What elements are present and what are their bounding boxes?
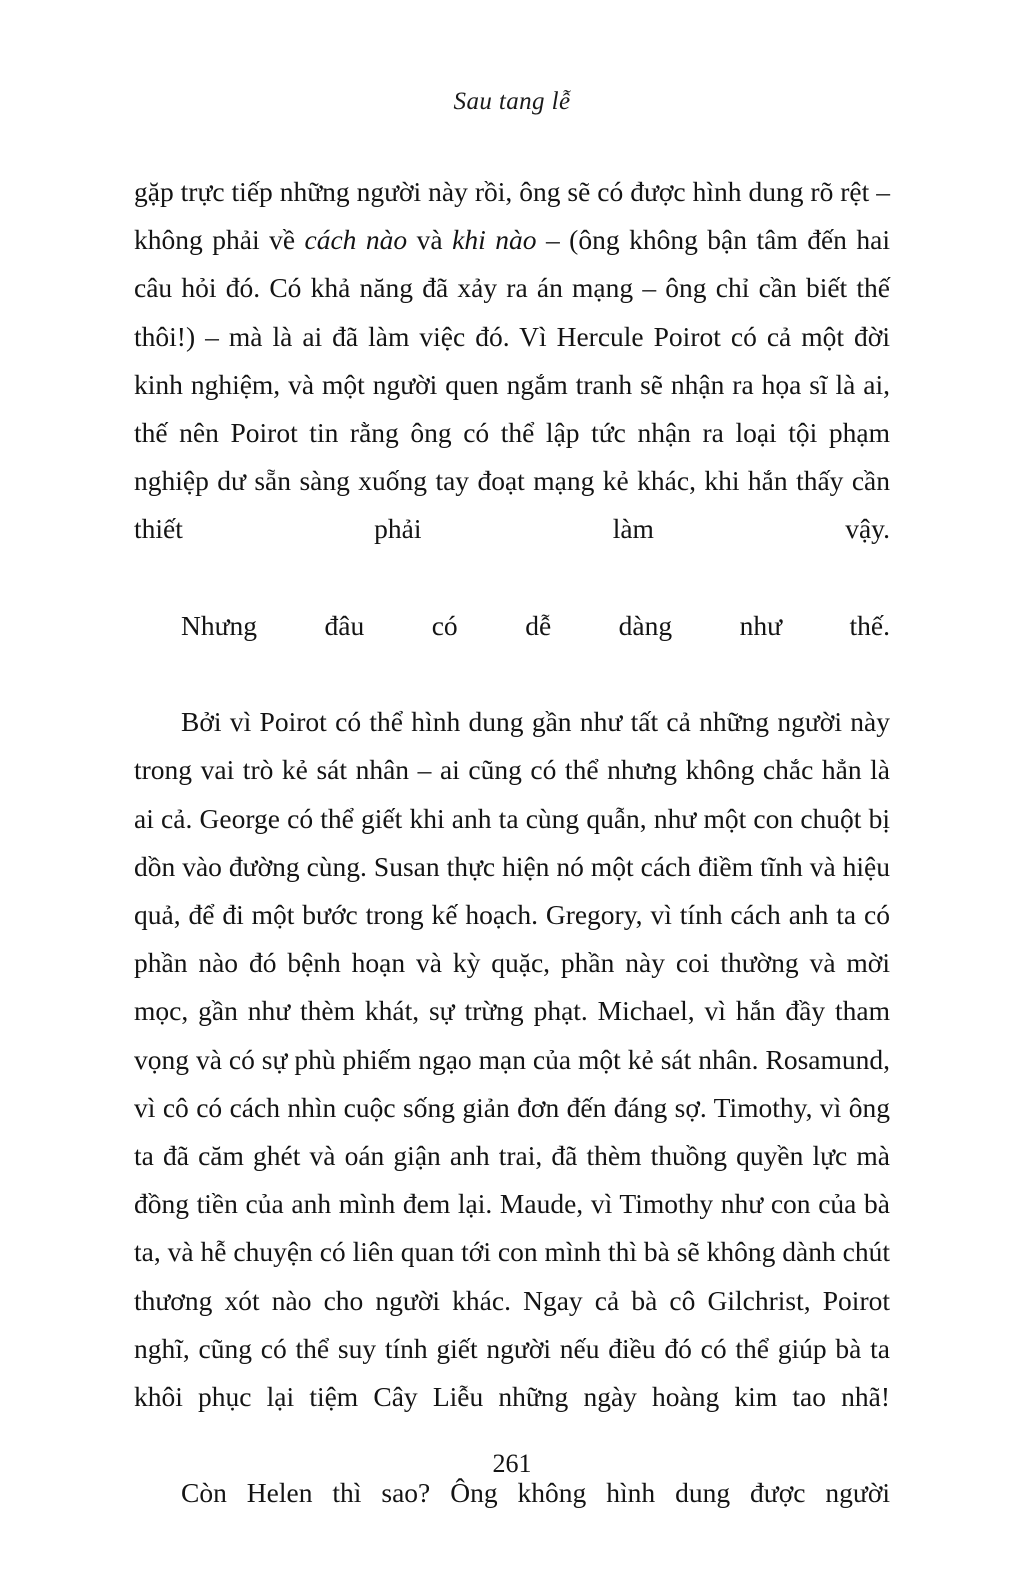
- paragraph: [134, 602, 890, 698]
- emphasis-text: cách nào: [304, 224, 408, 256]
- body-text-run: – (ông không bận tâm đến hai câu hỏi đó. Có khả năng đã xảy ra án mạng – ông chỉ cần biết thế thôi!) – mà là ai đã làm việc đó. Vì Hercule Poirot có cả một đời kinh nghiệm, và một người quen ngắm tranh sẽ nhận ra họa sĩ là ai, thế nên Poirot tin rằng ông có thể lập tức nhận ra loại tội phạm nghiệp dư sẵn sàng xuống tay đoạt mạng kẻ khác, khi hắn thấy cần thiết phải làm vậy.: [134, 224, 890, 545]
- body-text-run: gặp trực tiếp những người này rồi, ông sẽ có được hình dung rõ rệt – không phải về: [134, 176, 890, 256]
- emphasis-text: khi nào: [452, 224, 537, 256]
- body-text-run: Còn Helen thì sao? Ông không hình dung được người: [181, 1477, 890, 1509]
- body-text-run: Nhưng đâu có dễ dàng như thế.: [181, 609, 890, 641]
- running-head: Sau tang lễ: [453, 88, 571, 115]
- body-text: [134, 168, 890, 1566]
- paragraph: [134, 1469, 890, 1565]
- page-number: 261: [492, 1449, 532, 1478]
- paragraph: [134, 168, 890, 602]
- paragraph: [134, 698, 890, 1469]
- body-text-run: Bởi vì Poirot có thể hình dung gần như tất cả những người này trong vai trò kẻ sát nhân – ai cũng có thể nhưng không chắc hẳn là ai cả. George có thể giết khi anh ta cùng quẫn, như một con chuột bị dồn vào đường cùng. Susan thực hiện nó một cách điềm tĩnh và hiệu quả, để đi một bước trong kế hoạch. Gregory, vì tính cách anh ta có phần nào đó bệnh hoạn và kỳ quặc, phần này coi thường và mời mọc, gần như thèm khát, sự trừng phạt. Michael, vì hắn đầy tham vọng và có sự phù phiếm ngạo mạn của một kẻ sát nhân. Rosamund, vì cô có cách nhìn cuộc sống giản đơn đến đáng sợ. Timothy, vì ông ta đã căm ghét và oán giận anh trai, đã thèm thuồng quyền lực mà đồng tiền của anh mình đem lại. Maude, vì Timothy như con của bà ta, và hễ chuyện có liên quan tới con mình thì bà sẽ không dành chút thương xót nào cho người khác. Ngay cả bà cô Gilchrist, Poirot nghĩ, cũng có thể suy tính giết người nếu điều đó có thể giúp bà ta khôi phục lại tiệm Cây Liễu những ngày hoàng kim tao nhã!: [134, 706, 890, 1413]
- body-text-run: và: [407, 224, 453, 256]
